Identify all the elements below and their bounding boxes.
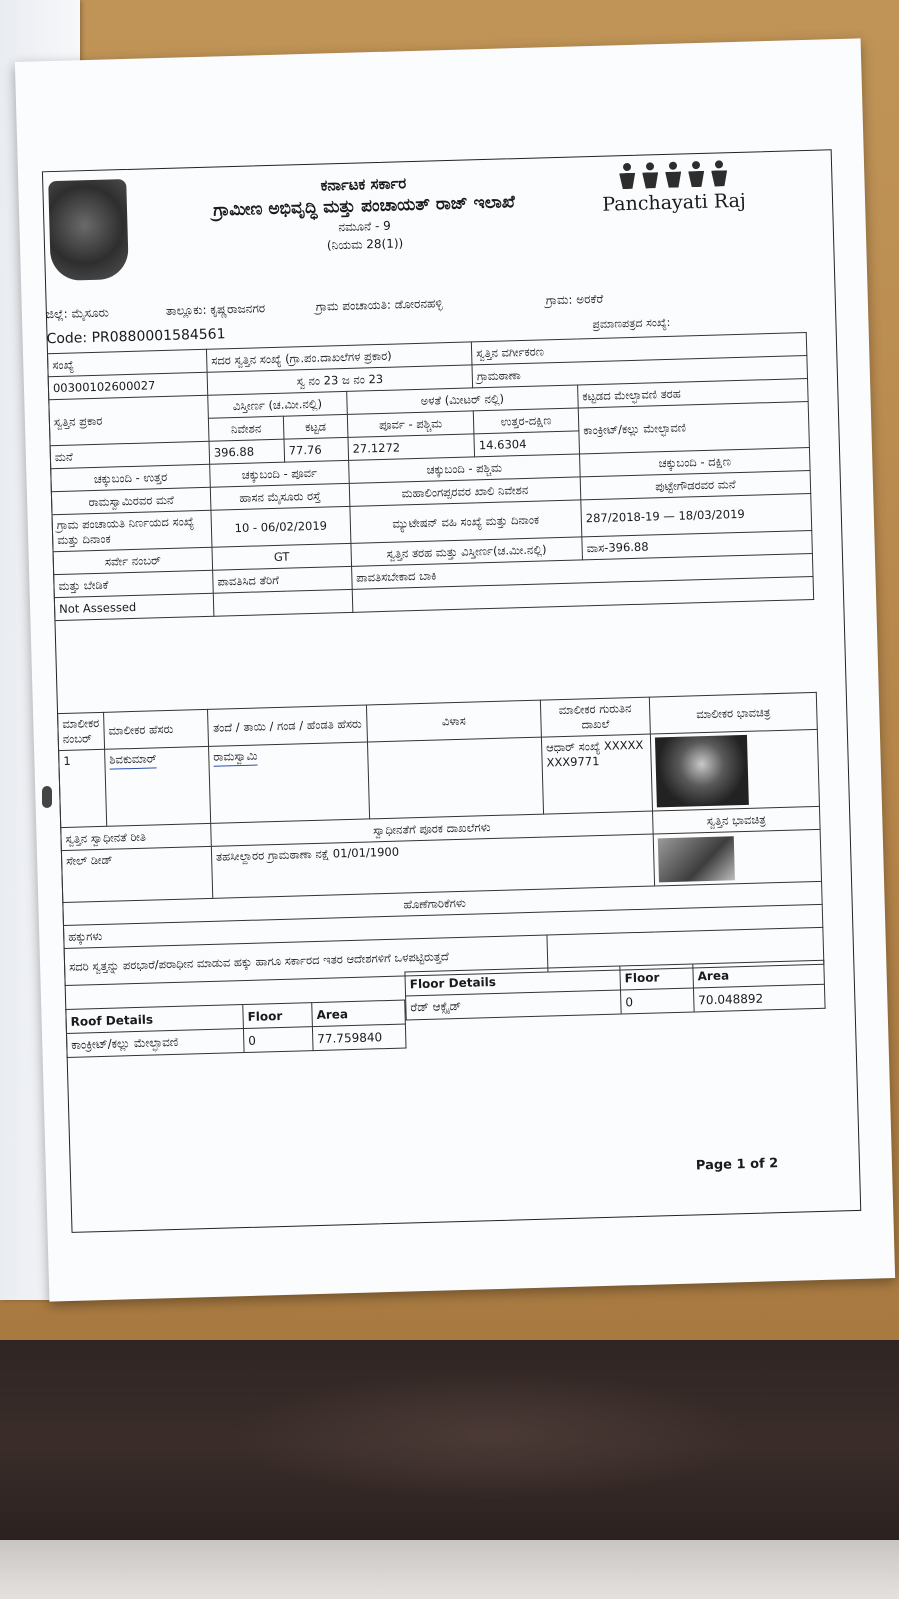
panchayat: ಗ್ರಾಮ ಪಂಚಾಯತಿ: ಡೋರನಹಳ್ಳಿ <box>315 296 443 314</box>
district: ಜಿಲ್ಲೆ: ಮೈಸೂರು <box>45 305 110 322</box>
type-value: ಮನೆ <box>50 441 210 468</box>
owner-no: 1 <box>59 749 107 827</box>
resolution-label: ಗ್ರಾಮ ಪಂಚಾಯತಿ ನಿರ್ಣಯದ ಸಂಖ್ಯೆ ಮತ್ತು ದಿನಾಂಕ <box>52 510 212 551</box>
ew-value: 27.1272 <box>348 434 475 461</box>
roof-area-header: Area <box>312 1000 406 1027</box>
header-rule: (ನಿಯಮ 28(1)) <box>326 236 404 253</box>
roof-type-label: ಕಟ್ಟಡದ ಮೇಲ್ಛಾವಣಿ ತರಹ <box>578 379 809 408</box>
south-label: ಚಕ್ಕುಬಂದಿ - ದಕ್ಷಿಣ <box>580 448 811 477</box>
floor-floor: 0 <box>620 988 694 1014</box>
header-form: ನಮೂನೆ - 9 <box>338 218 392 235</box>
floor-type: ರೆಡ್ ಆಕ್ಸೈಡ್ <box>406 990 622 1020</box>
document-border <box>42 149 861 1233</box>
west-label: ಚಕ್ಕುಬಂದಿ - ಪಶ್ಚಿಮ <box>348 454 580 483</box>
south-value: ಪುಟ್ಟೇಗೌಡರವರ ಮನೆ <box>580 471 811 500</box>
north-value: ರಾಮಸ್ವಾಮಿರವರ ಮನೆ <box>51 487 211 514</box>
tax-value: Not Assessed <box>54 593 214 620</box>
owner-no-header: ಮಾಲೀಕರ ನಂಬರ್ <box>58 712 105 750</box>
north-label: ಚಕ್ಕುಬಂದಿ - ಉತ್ತರ <box>51 464 211 491</box>
liabilities-label: ಹೊಣೆಗಾರಿಕೆಗಳು <box>63 881 822 925</box>
sadara-value: ಸ್ವ ನಂ 23 ಜ ನಂ 23 <box>207 365 473 395</box>
roof-type: ಕಾಂಕ್ರೀಟ್/ಕಲ್ಲು ಮೇಲ್ಛಾವಣಿ <box>66 1029 244 1058</box>
roof-floor: 0 <box>243 1027 313 1053</box>
document-header <box>168 167 560 261</box>
taluk: ತಾಲ್ಲೂಕು: ಕೃಷ್ಣರಾಜನಗರ <box>165 301 266 318</box>
tax-label: ಮತ್ತು ಬೇಡಿಕೆ <box>54 570 214 597</box>
binder-ring-icon <box>42 786 52 808</box>
header-department: ಗ್ರಾಮೀಣ ಅಭಿವೃದ್ಧಿ ಮತ್ತು ಪಂಚಾಯತ್ ರಾಜ್ ಇಲಾಖೆ <box>213 192 516 221</box>
building-label: ಕಟ್ಟಡ <box>283 414 347 439</box>
floor-area <box>0 1540 899 1599</box>
sadara-label: ಸದರ ಸ್ವತ್ತಿನ ಸಂಖ್ಯೆ (ಗ್ರಾ.ಪಂ.ದಾಖಲೆಗಳ ಪ್ರಕಾರ) <box>206 342 472 372</box>
page-number: Page 1 of 2 <box>695 1156 779 1174</box>
floor-floor-header: Floor <box>620 964 694 990</box>
people-icon <box>598 160 749 190</box>
building-value: 77.76 <box>284 437 348 462</box>
owner-id: ಆಧಾರ್ ಸಂಖ್ಯೆ XXXXXXXX9771 <box>541 734 652 814</box>
prop-no-value: 00300102600027 <box>48 372 208 399</box>
roof-type-value: ಕಾಂಕ್ರೀಟ್/ಕಲ್ಲು ಮೇಲ್ಛಾವಣಿ <box>578 402 809 454</box>
property-table <box>47 332 814 621</box>
ownership-mode-value: ಸೇಲ್ ಡೀಡ್ <box>61 846 212 902</box>
owner-address <box>367 737 543 819</box>
site-label: ನಿವೇಶನ <box>208 416 284 441</box>
roof-title: Roof Details <box>66 1005 244 1034</box>
nature-label: ಸ್ವತ್ತಿನ ತರಹ ಮತ್ತು ವಿಸ್ತೀರ್ಣ(ಚ.ಮೀ.ನಲ್ಲಿ) <box>351 537 583 566</box>
floor-area-header: Area <box>693 960 825 988</box>
site-value: 396.88 <box>209 439 285 464</box>
ownership-mode-label: ಸ್ವತ್ತಿನ ಸ್ವಾಧೀನತೆ ರೀತಿ <box>61 823 211 850</box>
survey-value: GT <box>212 543 351 570</box>
category-value: ಗ್ರಾಮಠಾಣಾ <box>472 356 807 388</box>
ownership-docs-label: ಸ್ವಾಧೀನತೆಗೆ ಪೂರಕ ದಾಖಲೆಗಳು <box>211 811 653 846</box>
owner-address-header: ವಿಳಾಸ <box>366 700 541 742</box>
ns-value: 14.6304 <box>474 431 579 457</box>
property-code: Code: PR0880001584561 <box>46 326 226 348</box>
due-label: ಪಾವತಿಸಬೇಕಾದ ಬಾಕಿ <box>351 553 813 589</box>
rights-label: ಹಕ್ಕುಗಳು <box>63 904 822 948</box>
owner-photo-header: ಮಾಲೀಕರ ಭಾವಚಿತ್ರ <box>649 692 817 734</box>
owner-table <box>57 692 824 986</box>
survey-label: ಸರ್ವೇ ನಂಬರ್ <box>53 547 213 574</box>
floor-area: 70.048892 <box>693 984 825 1012</box>
paid-value <box>213 589 352 616</box>
owner-id-header: ಮಾಲೀಕರ ಗುರುತಿನ ದಾಖಲೆ <box>540 697 650 737</box>
east-value: ಹಾಸನ ಮೈಸೂರು ರಸ್ತೆ <box>210 483 349 510</box>
west-value: ಮಹಾಲಿಂಗಪ್ಪರವರ ಖಾಲಿ ನಿವೇಶನ <box>349 477 581 506</box>
east-label: ಚಕ್ಕುಬಂದಿ - ಪೂರ್ವ <box>210 460 349 487</box>
category-label: ಸ್ವತ್ತಿನ ವರ್ಗೀಕರಣ <box>471 333 806 365</box>
extent-label: ವಿಸ್ತೀರ್ಣ (ಚ.ಮೀ.ನಲ್ಲಿ) <box>208 391 347 418</box>
property-photo <box>658 836 735 882</box>
ew-label: ಪೂರ್ವ - ಪಶ್ಚಿಮ <box>347 411 474 438</box>
ownership-docs-value: ತಹಸೀಲ್ದಾರರ ಗ್ರಾಮಠಾಣಾ ನಕ್ಷೆ 01/01/1900 <box>211 834 654 898</box>
owner-photo <box>655 735 749 808</box>
ns-label: ಉತ್ತರ-ದಕ್ಷಿಣ <box>473 408 578 434</box>
certificate-label: ಪ್ರಮಾಣಪತ್ರದ ಸಂಖ್ಯೆ: <box>592 315 671 332</box>
roof-floor-header: Floor <box>243 1003 313 1029</box>
owner-name: ಶಿವಕುಮಾರ್ <box>109 751 157 769</box>
floor-title: Floor Details <box>405 966 621 996</box>
panchayati-raj-logo <box>598 160 749 216</box>
property-photo-label: ಸ್ವತ್ತಿನ ಭಾವಚಿತ್ರ <box>652 806 820 834</box>
owner-name-header: ಮಾಲೀಕರ ಹೆಸರು <box>103 709 208 749</box>
paid-label: ಪಾವತಿಸಿದ ತೆರಿಗೆ <box>213 566 352 593</box>
owner-father-header: ತಂದೆ / ತಾಯಿ / ಗಂಡ / ಹೆಂಡತಿ ಹೆಸರು <box>207 705 367 746</box>
prop-no-label: ಸಂಖ್ಯೆ <box>48 349 208 376</box>
nature-value: ವಾಸ-396.88 <box>582 530 813 559</box>
karnataka-emblem-icon <box>48 179 129 281</box>
mutation-label: ಮ್ಯುಟೇಷನ್ ವಹಿ ಸಂಖ್ಯೆ ಮತ್ತು ದಿನಾಂಕ <box>350 500 582 543</box>
village: ಗ್ರಾಮ: ಅರಕೆರೆ <box>545 291 604 308</box>
roof-area: 77.759840 <box>312 1024 406 1051</box>
owner-father: ರಾಮಸ್ವಾಮಿ <box>213 749 258 767</box>
dims-label: ಅಳತೆ (ಮೀಟರ್ ನಲ್ಲಿ) <box>346 385 578 414</box>
logo-text: Panchayati Raj <box>602 189 747 216</box>
rights-value: ಸದರಿ ಸ್ವತ್ತನ್ನು ಪರಭಾರೆ/ಪರಾಧೀನ ಮಾಡುವ ಹಕ್ಕು ಹಾಗೂ ಸರ್ಕಾರದ ಇತರ ಆದೇಶಗಳಿಗೆ ಒಳಪಟ್ಟಿರುತ್ತದೆ <box>64 935 548 985</box>
type-label: ಸ್ವತ್ತಿನ ಪ್ರಕಾರ <box>49 395 209 445</box>
header-govt: ಕರ್ನಾಟಕ ಸರ್ಕಾರ <box>320 174 407 195</box>
document-page <box>15 38 895 1301</box>
roof-details-table <box>65 1000 406 1058</box>
mutation-value: 287/2018-19 — 18/03/2019 <box>581 493 812 536</box>
resolution-value: 10 - 06/02/2019 <box>211 506 351 547</box>
